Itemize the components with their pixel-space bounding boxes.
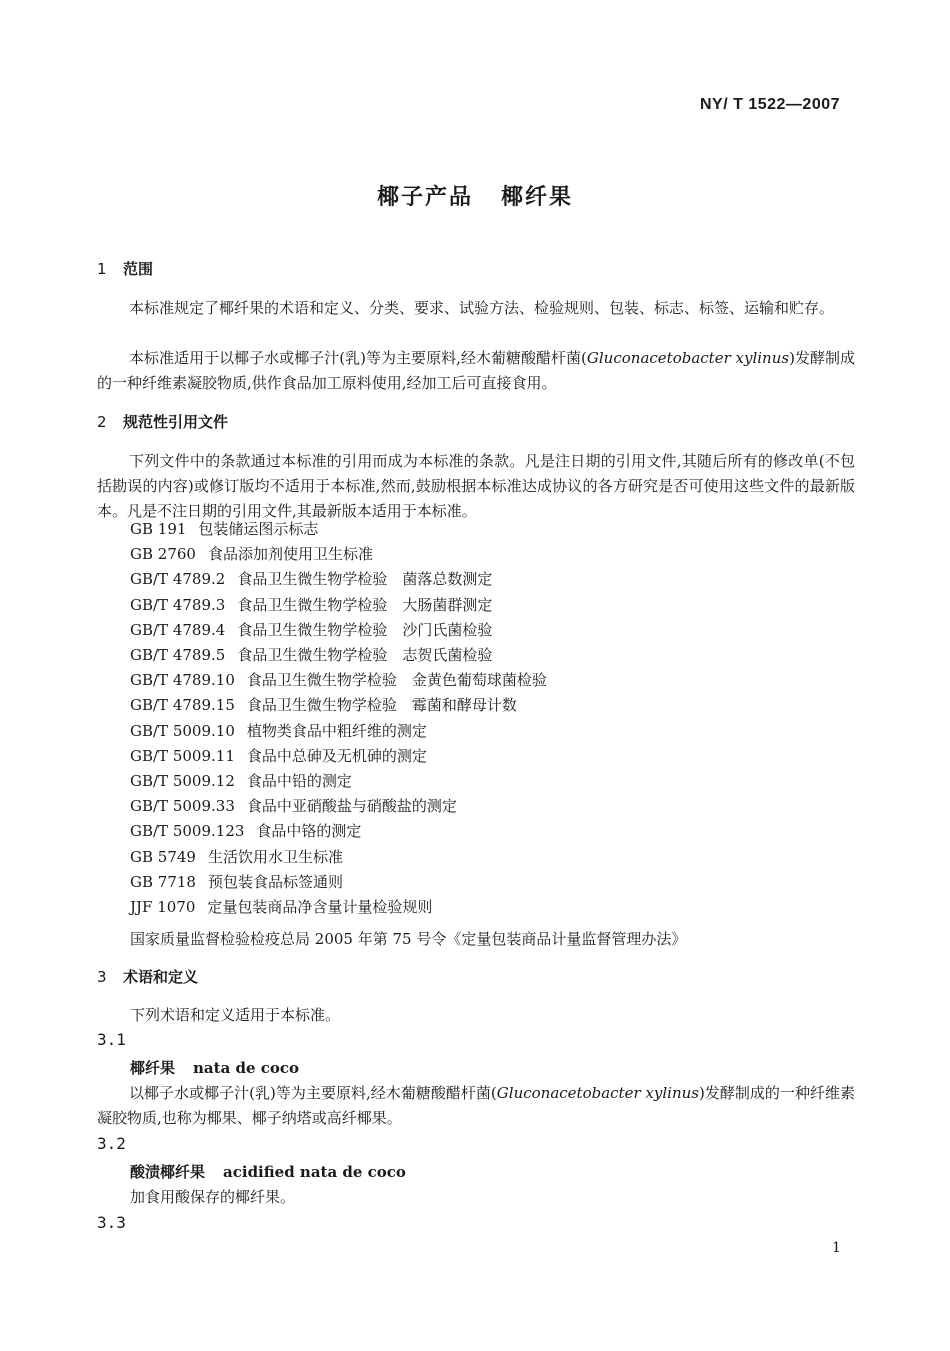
section-title: 规范性引用文件 — [123, 413, 229, 431]
term-zh: 酸渍椰纤果 — [130, 1163, 206, 1181]
reference-title: 定量包装商品净含量计量检验规则 — [207, 898, 433, 917]
reference-title: 包装储运图示标志 — [198, 520, 319, 538]
references-intro: 下列文件中的条款通过本标准的引用而成为本标准的条款。凡是注日期的引用文件,其随后所有的修改单(不包括勘误的内容)或修订版均不适用于本标准,然而,鼓励根据本标准达成协议的各方研究是否可使用这些文件的最新版本。凡是不注日期的引用文件,其最新版本适用于本标准。 — [97, 452, 855, 520]
list-item — [130, 693, 547, 718]
reference-title: 生活饮用水卫生标准 — [207, 847, 343, 866]
term-entry — [130, 1057, 299, 1078]
section-number: 2 — [97, 413, 107, 431]
list-item — [130, 845, 547, 870]
term-definition — [97, 1081, 855, 1131]
reference-code: GB/T 5009.123 — [130, 822, 245, 841]
reference-code: GB/T 4789.4 — [130, 620, 226, 639]
reference-code: GB/T 4789.2 — [130, 570, 226, 589]
list-item — [130, 517, 547, 542]
section-title: 范围 — [123, 260, 154, 278]
list-item — [130, 719, 547, 744]
reference-title: 食品卫生微生物学检验 菌落总数测定 — [237, 570, 493, 589]
section-title: 术语和定义 — [123, 968, 199, 986]
list-item — [130, 895, 547, 920]
list-item — [130, 819, 547, 844]
list-item — [130, 870, 547, 895]
reference-title: 食品卫生微生物学检验 大肠菌群测定 — [237, 595, 493, 614]
reference-code: JJF 1070 — [130, 898, 196, 917]
reference-code: GB 5749 — [130, 847, 196, 866]
reference-code: GB/T 4789.10 — [130, 671, 235, 690]
scope-text-b: )发酵制成的一种纤维素凝胶物质,供作食品加工原料使用,经加工后可直接食用。 — [97, 349, 856, 392]
reference-title: 食品中铬的测定 — [256, 822, 362, 841]
clause-number: 3.3 — [97, 1213, 126, 1232]
reference-code: GB/T 4789.3 — [130, 595, 226, 614]
term-definition: 加食用酸保存的椰纤果。 — [130, 1188, 296, 1206]
term-en: nata de coco — [193, 1059, 300, 1077]
reference-code: GB/T 5009.11 — [130, 746, 235, 765]
reference-title: 食品卫生微生物学检验 沙门氏菌检验 — [237, 620, 493, 639]
term-entry — [130, 1161, 406, 1182]
list-item — [130, 668, 547, 693]
reference-title: 食品添加剂使用卫生标准 — [207, 545, 373, 564]
definition-latin-name: Gluconacetobacter xylinus — [496, 1084, 699, 1102]
title-part-1: 椰子产品 — [376, 185, 473, 210]
reference-title: 食品中亚硝酸盐与硝酸盐的测定 — [246, 797, 457, 816]
reference-code: GB/T 5009.12 — [130, 772, 235, 791]
list-item — [130, 593, 547, 618]
reference-title: 食品中铅的测定 — [246, 772, 352, 791]
section-heading — [97, 966, 198, 987]
clause-number: 3.1 — [97, 1030, 126, 1049]
reference-title: 食品卫生微生物学检验 金黄色葡萄球菌检验 — [246, 671, 547, 690]
list-item — [130, 794, 547, 819]
term-en: acidified nata de coco — [223, 1163, 406, 1181]
page-title — [0, 180, 950, 211]
section-number: 3 — [97, 968, 107, 986]
scope-paragraph-1: 本标准规定了椰纤果的术语和定义、分类、要求、试验方法、检验规则、包装、标志、标签、运输和贮存。 — [129, 299, 835, 317]
definition-text-a: 以椰子水或椰子汁(乳)等为主要原料,经木葡糖酸醋杆菌( — [129, 1084, 497, 1102]
section-heading — [97, 258, 153, 279]
scope-text-a: 本标准适用于以椰子水或椰子汁(乳)等为主要原料,经木葡糖酸醋杆菌( — [129, 349, 587, 367]
reference-code: GB/T 4789.15 — [130, 696, 235, 715]
standard-number: NY/ T 1522—2007 — [700, 96, 841, 113]
section-number: 1 — [97, 260, 107, 278]
reference-title: 植物类食品中粗纤维的测定 — [246, 721, 427, 740]
terms-intro: 下列术语和定义适用于本标准。 — [130, 1006, 341, 1024]
scope-paragraph-2 — [97, 346, 855, 396]
reference-code: GB/T 5009.33 — [130, 797, 235, 816]
list-item — [130, 643, 547, 668]
reference-title: 预包装食品标签通则 — [207, 872, 343, 891]
section-heading — [97, 411, 228, 432]
definition-text-b: )发酵制成的一种纤维素凝胶物质,也称为椰果、椰子纳塔或高纤椰果。 — [97, 1084, 855, 1127]
reference-title: 食品卫生微生物学检验 霉菌和酵母计数 — [246, 696, 517, 715]
reference-title: 食品卫生微生物学检验 志贺氏菌检验 — [237, 646, 493, 665]
list-item — [130, 744, 547, 769]
list-item — [130, 769, 547, 794]
clause-number: 3.2 — [97, 1134, 126, 1153]
list-item — [130, 567, 547, 592]
decree-reference: 国家质量监督检验检疫总局 2005 年第 75 号令《定量包装商品计量监督管理办法》 — [130, 930, 687, 948]
scope-latin-name: Gluconacetobacter xylinus — [586, 349, 790, 367]
reference-code: GB 2760 — [130, 545, 196, 564]
reference-code: GB/T 4789.5 — [130, 646, 226, 665]
title-part-2: 椰纤果 — [501, 185, 574, 210]
term-zh: 椰纤果 — [130, 1059, 176, 1077]
reference-code: GB 7718 — [130, 872, 196, 891]
reference-list — [130, 517, 547, 920]
reference-title: 食品中总砷及无机砷的测定 — [246, 746, 427, 765]
reference-code: GB/T 5009.10 — [130, 721, 235, 740]
reference-code: GB 191 — [130, 520, 187, 538]
list-item — [130, 542, 547, 567]
list-item — [130, 618, 547, 643]
page-number: 1 — [832, 1240, 841, 1256]
